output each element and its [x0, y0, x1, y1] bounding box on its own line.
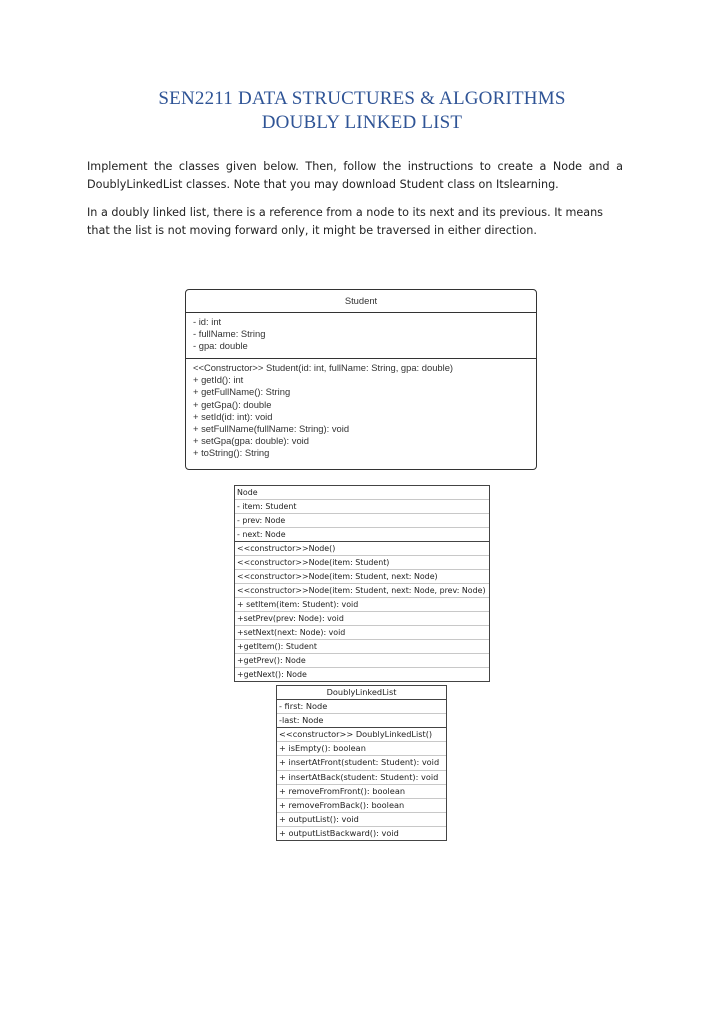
student-operation: + getId(): int	[193, 374, 244, 386]
node-operation: <<constructor>>Node(item: Student, next: Node, prev: Node)	[235, 584, 489, 598]
student-attribute: - id: int	[193, 316, 222, 327]
node-class-diagram	[234, 485, 490, 682]
node-operation: +getPrev(): Node	[235, 654, 489, 668]
node-operation: <<constructor>>Node(item: Student)	[235, 556, 489, 570]
student-operation: + setFullName(fullName: String): void	[193, 422, 350, 434]
dll-class-name: DoublyLinkedList	[277, 686, 446, 700]
student-attributes	[186, 313, 536, 359]
node-operation: + setItem(item: Student): void	[235, 598, 489, 612]
dll-attribute: - first: Node	[277, 700, 446, 714]
dll-operation: + isEmpty(): boolean	[277, 742, 446, 756]
node-operation: +getItem(): Student	[235, 640, 489, 654]
student-operation: <<Constructor>> Student(id: int, fullName: String, gpa: double)	[193, 362, 454, 373]
node-attribute: - next: Node	[235, 528, 489, 542]
title-line-1: SEN2211 DATA STRUCTURES & ALGORITHMS	[158, 88, 566, 109]
node-attribute: - item: Student	[235, 500, 489, 514]
student-operation: + getGpa(): double	[193, 398, 272, 410]
dll-operation: <<constructor>> DoublyLinkedList()	[277, 728, 446, 742]
node-attribute: - prev: Node	[235, 514, 489, 528]
doubly-linked-list-class-diagram	[276, 685, 447, 841]
dll-operation: + removeFromFront(): boolean	[277, 785, 446, 799]
student-class-diagram	[185, 289, 537, 470]
node-operation: +getNext(): Node	[237, 670, 307, 679]
title-line-2: DOUBLY LINKED LIST	[261, 112, 463, 133]
node-operation: <<constructor>>Node(item: Student, next: Node)	[235, 570, 489, 584]
intro-paragraph: Implement the classes given below. Then, follow the instructions to create a Node and a DoublyLinkedList classes. Note that you may download Student class on Itslearning.	[87, 160, 623, 191]
student-operation: + toString(): String	[193, 447, 270, 459]
student-operation: + setId(id: int): void	[193, 410, 273, 422]
student-attribute: - fullName: String	[193, 328, 266, 340]
description-paragraph: In a doubly linked list, there is a reference from a node to its next and its previous. It means that the list is not moving forward only, it might be traversed in either direction.	[87, 206, 603, 237]
student-operation: + getFullName(): String	[193, 386, 291, 398]
student-attribute: - gpa: double	[193, 340, 248, 352]
node-operation: +setPrev(prev: Node): void	[235, 612, 489, 626]
dll-operation: + outputList(): void	[277, 813, 446, 827]
dll-operation: + removeFromBack(): boolean	[277, 799, 446, 813]
dll-operation: + insertAtFront(student: Student): void	[277, 756, 446, 770]
dll-operation: + insertAtBack(student: Student): void	[277, 771, 446, 785]
student-operation: + setGpa(gpa: double): void	[193, 435, 309, 447]
dll-operation: + outputListBackward(): void	[279, 827, 399, 838]
node-operation: <<constructor>>Node()	[235, 542, 489, 556]
student-class-name: Student	[186, 290, 536, 313]
dll-attribute: -last: Node	[277, 714, 446, 728]
node-operation: +setNext(next: Node): void	[235, 626, 489, 640]
student-operations	[186, 359, 536, 463]
node-class-name: Node	[235, 486, 489, 500]
